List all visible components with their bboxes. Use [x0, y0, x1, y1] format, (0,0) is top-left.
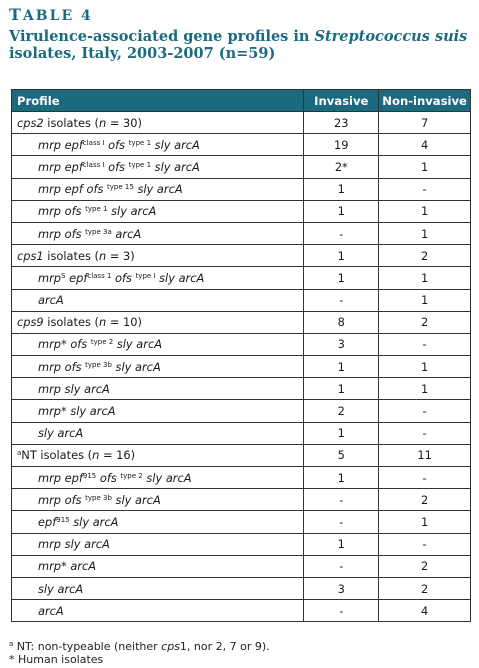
- group-count: = 3): [106, 248, 135, 263]
- table-row: [12, 400, 471, 422]
- gene-type-superscript: type 3b: [85, 360, 112, 369]
- cell-non-invasive: 2: [379, 245, 471, 267]
- table-row: [12, 422, 471, 444]
- gene-profile-text: mrp* ofs: [38, 337, 91, 352]
- gene-profile-text: sly arcA: [151, 159, 200, 174]
- column-header-profile: Profile: [12, 90, 304, 112]
- group-name: cps9: [17, 315, 44, 330]
- gene-type-superscript: type 2: [120, 471, 143, 480]
- gene-profile-text: sly arcA: [155, 270, 205, 285]
- cell-non-invasive: 7: [379, 112, 471, 134]
- gene-profile-text: ofs: [111, 270, 136, 285]
- group-count: = 10): [106, 315, 142, 330]
- table-row: [12, 378, 471, 400]
- gene-profile-text: sly arcA: [38, 426, 84, 441]
- footnote-nt: [9, 640, 270, 653]
- gene-profile-text: sly arcA: [38, 581, 84, 596]
- gene-type-superscript: type 3a: [85, 227, 112, 236]
- cell-profile: [12, 333, 304, 355]
- gene-profile-text: arcA: [111, 226, 142, 241]
- footnote-nt-text: NT: non-typeable (neither: [13, 640, 162, 653]
- cell-profile: [12, 245, 304, 267]
- gene-profile-text: sly arcA: [142, 470, 192, 485]
- table-row: [12, 267, 471, 289]
- gene-profile-text: mrp* arcA: [38, 559, 97, 574]
- table-row: [12, 245, 471, 267]
- cell-invasive: 1: [304, 378, 379, 400]
- cell-non-invasive: 1: [379, 200, 471, 222]
- column-header-non-invasive: Non-invasive: [379, 90, 471, 112]
- cell-non-invasive: 11: [379, 444, 471, 466]
- gene-profile-text: sly arcA: [113, 337, 163, 352]
- cell-invasive: 1: [304, 267, 379, 289]
- cell-invasive: 2*: [304, 156, 379, 178]
- cell-non-invasive: 1: [379, 156, 471, 178]
- cell-profile: [12, 134, 304, 156]
- cell-invasive: 3: [304, 577, 379, 599]
- cell-invasive: -: [304, 222, 379, 244]
- gene-profile-text: ofs: [96, 470, 121, 485]
- cell-profile: [12, 289, 304, 311]
- gene-type-superscript: class I: [82, 160, 105, 169]
- cell-invasive: 5: [304, 444, 379, 466]
- cell-invasive: 1: [304, 422, 379, 444]
- group-footnote-mark: a: [17, 449, 22, 458]
- cell-invasive: 1: [304, 178, 379, 200]
- cell-invasive: -: [304, 511, 379, 533]
- gene-profile-text: mrp: [38, 270, 62, 285]
- cell-non-invasive: -: [379, 533, 471, 555]
- cell-invasive: 1: [304, 533, 379, 555]
- cell-profile: [12, 555, 304, 577]
- gene-profile-text: mrp ofs: [38, 204, 86, 219]
- gene-profile-text: mrp epf: [38, 470, 83, 485]
- column-header-invasive: Invasive: [304, 90, 379, 112]
- cell-non-invasive: 2: [379, 489, 471, 511]
- table-row: [12, 489, 471, 511]
- cell-profile: [12, 156, 304, 178]
- gene-profile-text: mrp ofs: [38, 492, 86, 507]
- gene-type-superscript: type 1: [128, 138, 152, 147]
- cell-non-invasive: -: [379, 178, 471, 200]
- cell-non-invasive: 1: [379, 222, 471, 244]
- gene-profile-text: mrp sly arcA: [38, 381, 110, 396]
- gene-profile-text: sly arcA: [151, 137, 200, 152]
- gene-type-superscript: class 1: [87, 271, 112, 280]
- gene-profile-text: mrp epf: [38, 159, 83, 174]
- gene-type-superscript: 915: [56, 515, 70, 524]
- gene-type-superscript: type 2: [90, 338, 114, 347]
- cell-profile: [12, 311, 304, 333]
- table-row: [12, 533, 471, 555]
- cell-invasive: 3: [304, 333, 379, 355]
- cell-non-invasive: 1: [379, 511, 471, 533]
- group-label: isolates (: [43, 315, 99, 330]
- table-row: [12, 555, 471, 577]
- table-row: [12, 222, 471, 244]
- cell-invasive: -: [304, 555, 379, 577]
- gene-profile-text: ofs: [104, 159, 129, 174]
- cell-profile: [12, 400, 304, 422]
- cell-profile: [12, 533, 304, 555]
- group-name: cps1: [17, 248, 44, 263]
- cell-profile: [12, 178, 304, 200]
- cell-non-invasive: 1: [379, 356, 471, 378]
- table-label-initial: T: [9, 5, 23, 24]
- cell-invasive: -: [304, 289, 379, 311]
- table-row: [12, 200, 471, 222]
- gene-type-superscript: type 3b: [85, 493, 112, 502]
- gene-profile-text: sly arcA: [69, 514, 119, 529]
- gene-profile-text: mrp ofs: [38, 226, 86, 241]
- cell-invasive: 2: [304, 400, 379, 422]
- table-body: [12, 112, 471, 622]
- group-label: isolates (: [36, 448, 93, 463]
- cell-profile: [12, 222, 304, 244]
- cell-profile: [12, 200, 304, 222]
- cell-non-invasive: 1: [379, 267, 471, 289]
- footnote-a-mark: a: [9, 640, 14, 648]
- cell-profile: [12, 356, 304, 378]
- cell-invasive: 19: [304, 134, 379, 156]
- cell-invasive: -: [304, 489, 379, 511]
- table-row: [12, 311, 471, 333]
- cell-non-invasive: 2: [379, 311, 471, 333]
- table-row: [12, 289, 471, 311]
- footnote-nt-italic: cps: [161, 640, 180, 653]
- gene-type-superscript: 915: [82, 471, 97, 480]
- group-n: n: [99, 315, 107, 330]
- gene-profile-table: [11, 89, 471, 622]
- gene-profile-text: mrp ofs: [38, 359, 86, 374]
- gene-type-superscript: type 1: [85, 205, 108, 214]
- cell-invasive: 1: [304, 467, 379, 489]
- cell-invasive: 8: [304, 311, 379, 333]
- cell-non-invasive: 1: [379, 289, 471, 311]
- cell-non-invasive: -: [379, 333, 471, 355]
- cell-profile: [12, 267, 304, 289]
- group-name: cps2: [17, 115, 44, 130]
- cell-profile: [12, 378, 304, 400]
- cell-profile: [12, 112, 304, 134]
- table-row: [12, 600, 471, 622]
- gene-profile-text: arcA: [38, 293, 64, 308]
- group-count: = 16): [99, 448, 136, 463]
- cell-profile: [12, 444, 304, 466]
- cell-profile: [12, 577, 304, 599]
- table-label-rest: ABLE 4: [22, 8, 93, 24]
- gene-type-superscript: type 15: [107, 183, 134, 192]
- group-n: n: [92, 448, 100, 463]
- gene-profile-text: epf: [65, 270, 88, 285]
- table-row: [12, 178, 471, 200]
- gene-profile-text: sly arcA: [111, 359, 161, 374]
- table-row: [12, 444, 471, 466]
- gene-type-superscript: S: [61, 271, 66, 280]
- group-label: isolates (: [43, 248, 99, 263]
- table-row: [12, 467, 471, 489]
- table-header-row: [12, 90, 471, 112]
- cell-profile: [12, 467, 304, 489]
- group-name: NT: [21, 448, 37, 463]
- gene-type-superscript: class I: [82, 138, 105, 147]
- group-n: n: [99, 115, 107, 130]
- gene-profile-text: mrp epf: [38, 137, 83, 152]
- gene-profile-text: mrp sly arcA: [38, 537, 110, 552]
- table-row: [12, 511, 471, 533]
- gene-profile-text: arcA: [38, 603, 64, 618]
- cell-profile: [12, 489, 304, 511]
- gene-profile-text: sly arcA: [107, 204, 157, 219]
- table-row: [12, 112, 471, 134]
- table-label: [9, 5, 93, 24]
- gene-profile-text: mrp epf ofs: [38, 182, 108, 197]
- footnote-human: * Human isolates: [9, 653, 104, 666]
- gene-type-superscript: type 1: [128, 160, 152, 169]
- table-row: [12, 156, 471, 178]
- table-row: [12, 333, 471, 355]
- table-caption: [9, 28, 469, 62]
- caption-part2: isolates, Italy, 2003-2007 (n=59): [9, 45, 276, 62]
- cell-profile: [12, 511, 304, 533]
- gene-profile-text: sly arcA: [111, 492, 161, 507]
- cell-profile: [12, 600, 304, 622]
- cell-invasive: -: [304, 600, 379, 622]
- cell-non-invasive: 1: [379, 378, 471, 400]
- cell-non-invasive: -: [379, 467, 471, 489]
- table-row: [12, 356, 471, 378]
- cell-non-invasive: 2: [379, 555, 471, 577]
- cell-non-invasive: 4: [379, 134, 471, 156]
- gene-profile-text: ofs: [104, 137, 129, 152]
- cell-non-invasive: 2: [379, 577, 471, 599]
- gene-profile-text: epf: [38, 514, 57, 529]
- cell-non-invasive: 4: [379, 600, 471, 622]
- table-row: [12, 577, 471, 599]
- group-label: isolates (: [43, 115, 99, 130]
- table-row: [12, 134, 471, 156]
- cell-invasive: 1: [304, 245, 379, 267]
- group-n: n: [99, 248, 107, 263]
- cell-invasive: 23: [304, 112, 379, 134]
- caption-part1: Virulence-associated gene profiles in: [9, 28, 315, 45]
- cell-profile: [12, 422, 304, 444]
- gene-profile-text: sly arcA: [133, 182, 183, 197]
- gene-profile-text: mrp* sly arcA: [38, 404, 116, 419]
- cell-non-invasive: -: [379, 422, 471, 444]
- cell-non-invasive: -: [379, 400, 471, 422]
- caption-species: Streptococcus suis: [314, 28, 468, 45]
- group-count: = 30): [106, 115, 142, 130]
- cell-invasive: 1: [304, 356, 379, 378]
- gene-type-superscript: type I: [135, 271, 156, 280]
- footnote-nt-text-end: 1, nor 2, 7 or 9).: [179, 640, 270, 653]
- cell-invasive: 1: [304, 200, 379, 222]
